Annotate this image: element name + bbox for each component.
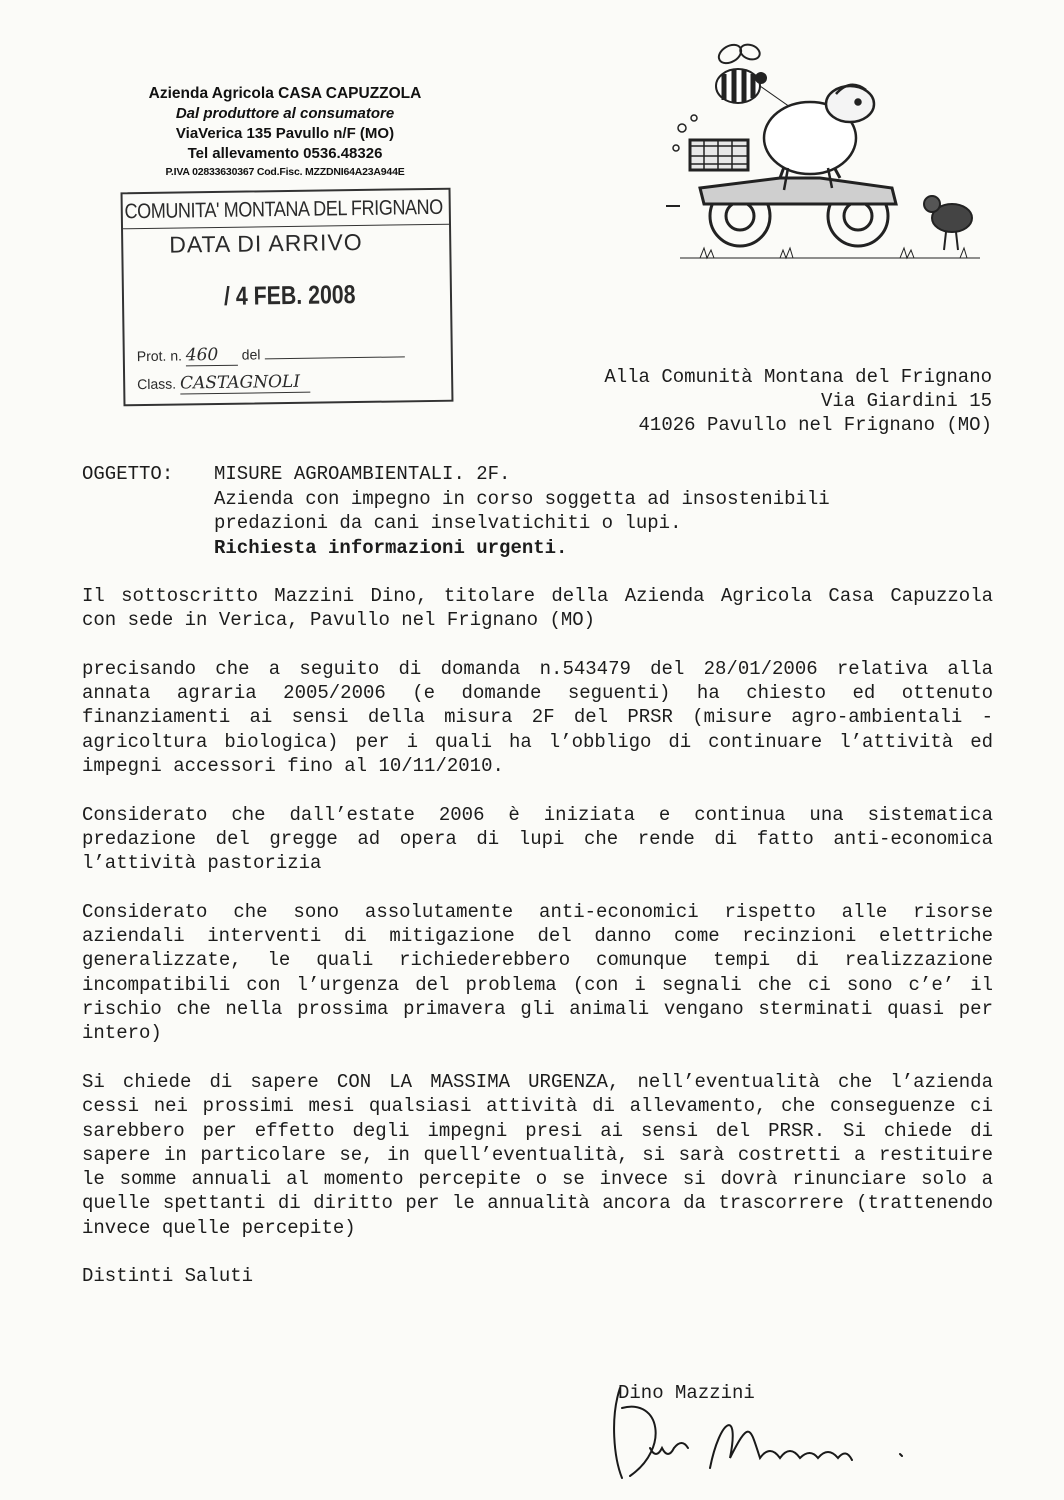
prot-label: Prot. n. <box>136 347 183 365</box>
body-paragraph: precisando che a seguito di domanda n.543479 del 28/01/2006 relativa alla annata agraria 2005/2006 (e domande seguenti) ha chiesto ed ottenuto finanziamenti ai sensi della misura 2F del PRSR (misure agro-ambientali - agricoltura biologica) per i quali ha l’obbligo di continuare l’attività ed impegni accessori fino al 10/11/2010. <box>82 657 993 778</box>
stamp-class <box>137 372 310 394</box>
subject-label: OGGETTO: <box>82 463 174 485</box>
arrival-stamp <box>121 188 454 407</box>
stamp-date: / 4 FEB. 2008 <box>223 279 356 311</box>
company-address: ViaVerica 135 Pavullo n/F (MO) <box>175 125 395 142</box>
bird-icon <box>924 196 972 250</box>
company-phone: Tel allevamento 0536.48326 <box>187 145 383 162</box>
subject-line: Azienda con impegno in corso soggetta ad insostenibili <box>214 487 830 510</box>
body-paragraph: Considerato che dall’estate 2006 è iniziata e continua una sistematica predazione del gregge ad opera di lupi che rende di fatto anti-economica l’attività pastorizia <box>82 803 993 875</box>
stamp-divider <box>123 224 449 230</box>
subject-urgent-line: Richiesta informazioni urgenti. <box>214 536 568 559</box>
closing-salutation: Distinti Saluti <box>82 1265 254 1288</box>
company-tagline: Dal produttore al consumatore <box>175 105 395 122</box>
prot-del-label: del <box>241 346 261 363</box>
signature-name: Dino Mazzini <box>618 1382 755 1404</box>
class-label: Class. <box>137 375 177 393</box>
grass-icon <box>700 248 967 258</box>
body-paragraph: Si chiede di sapere CON LA MASSIMA URGENZA, nell’eventualità che l’azienda cessi nei prossimi mesi qualsiasi attività di allevamento, che conseguenze ci sarebbero per effetto degli impegni presi ai sensi del PRSR. Si chiede di sapere in particolare se, in quell’eventualità, si sarà costretti a restituire le somme annuali al momento percepite o se invece si dovrà rinunciare solo a quelle spettanti di diritto per le annualità ancora da trascorrere (trattenendo invece quelle percepite) <box>82 1070 993 1239</box>
recipient-line: Via Giardini 15 <box>820 390 992 412</box>
subject-line: predazioni da cani inselvatichiti o lupi. <box>214 512 682 534</box>
letter-body <box>82 584 993 1313</box>
company-name: Azienda Agricola CASA CAPUZZOLA <box>148 85 422 102</box>
handwritten-signature <box>600 1378 940 1488</box>
stamp-header: COMUNITA' MONTANA DEL FRIGNANO <box>124 195 443 224</box>
recipient-line: 41026 Pavullo nel Frignano (MO) <box>638 414 992 436</box>
subject-line: MISURE AGROAMBIENTALI. 2F. <box>214 463 511 485</box>
stamp-title: DATA DI ARRIVO <box>169 228 363 258</box>
sheep-tractor-illustration <box>660 28 1000 268</box>
recipient-address <box>604 365 992 437</box>
subject-block <box>82 462 992 560</box>
company-vat: P.IVA 02833630367 Cod.Fisc. MZZDNI64A23A944E <box>165 166 405 178</box>
class-value: CASTAGNOLI <box>180 372 310 395</box>
letterhead <box>120 84 450 180</box>
prot-del-line <box>264 356 404 359</box>
body-paragraph: Considerato che sono assolutamente anti-economici rispetto alle risorse aziendali interventi di mitigazione del danno come recinzioni elettriche generalizzate, le quali richiederebbero comunque tempi di realizzazione incompatibili con l’urgenza del problema (con i segnali che ci sono c’e’ il rischio che nella prossima primavera gli animali vengano sterminati quasi per intero) <box>82 900 993 1045</box>
body-paragraph: Il sottoscritto Mazzini Dino, titolare della Azienda Agricola Casa Capuzzola con sede in Verica, Pavullo nel Frignano (MO) <box>82 585 993 632</box>
stamp-protocol <box>137 342 437 367</box>
prot-number: 460 <box>186 345 238 367</box>
recipient-line: Alla Comunità Montana del Frignano <box>604 366 992 388</box>
